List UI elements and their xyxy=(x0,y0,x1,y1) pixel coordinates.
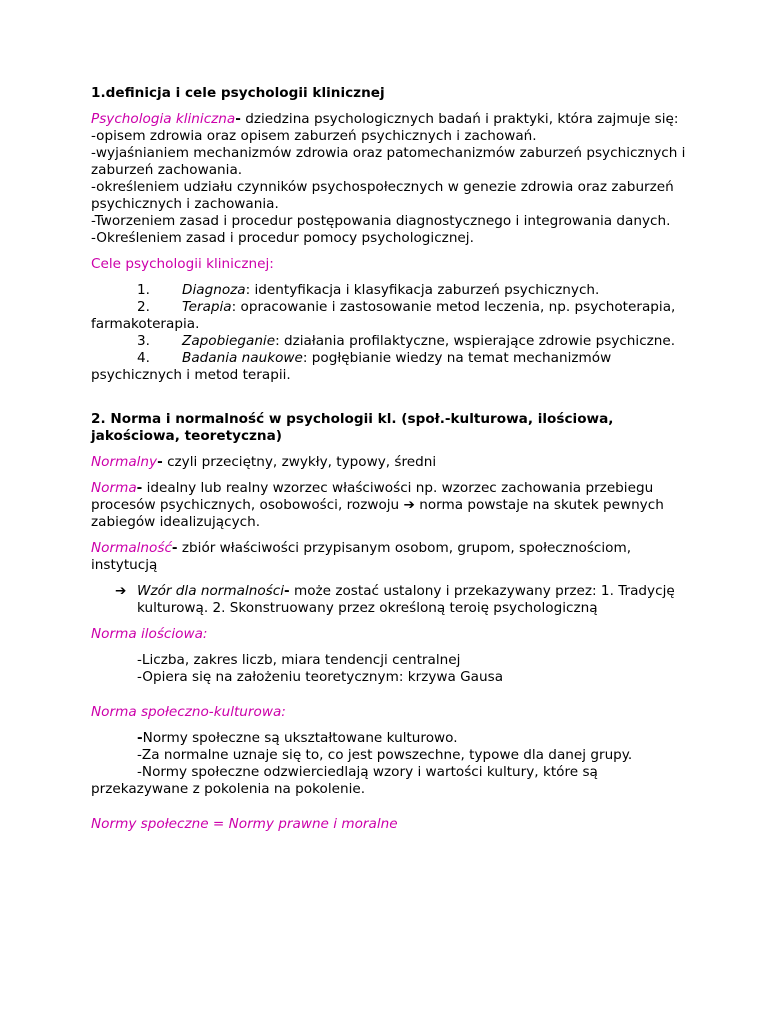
normalnosc-text: zbiór właściwości przypisanym osobom, grupom, społecznościom, instytucją xyxy=(91,540,632,573)
list-item xyxy=(91,764,686,798)
norma-text: idealny lub realny wzorzec właściwości np. wzorzec zachowania przebiegu procesów psychicznych, osobowości, rozwoju xyxy=(91,480,654,513)
term-norma: Norma xyxy=(91,480,137,496)
goal-text: : działania profilaktyczne, wspierające zdrowie psychiczne. xyxy=(275,333,676,349)
norma-paragraph xyxy=(91,480,686,531)
wzor-bullet xyxy=(115,583,686,617)
list-item xyxy=(91,747,686,764)
list-item-text: -Opiera się na założeniu teoretycznym: krzywa Gausa xyxy=(137,669,504,685)
norma-text-cont: norma powstaje na skutek pewnych zabiegów idealizujących. xyxy=(91,497,664,530)
goal-number: 1. xyxy=(137,282,150,298)
arrow-right-icon: ➔ xyxy=(403,497,415,513)
term-dash: - xyxy=(136,480,143,496)
goal-number: 3. xyxy=(137,333,150,349)
goal-text: : identyfikacja i klasyfikacja zaburzeń psychicznych. xyxy=(245,282,600,298)
list-item-text: -Liczba, zakres liczb, miara tendencji centralnej xyxy=(137,652,461,668)
goal-text: : opracowanie i zastosowanie metod leczenia, np. psychoterapia, farmakoterapia. xyxy=(91,299,676,332)
definition-line: -opisem zdrowia oraz opisem zaburzeń psychicznych i zachowań. xyxy=(91,128,537,144)
list-item-text: -Normy społeczne odzwierciedlają wzory i wartości kultury, które są przekazywane z pokolenia na pokolenie. xyxy=(91,764,598,797)
list-dash: - xyxy=(137,730,143,746)
term-wzor: Wzór dla normalności xyxy=(137,583,284,599)
goal-term: Diagnoza xyxy=(182,282,246,298)
term-dash: - xyxy=(157,454,163,470)
list-item xyxy=(91,730,686,747)
list-item-text: -Za normalne uznaje się to, co jest powszechne, typowe dla danej grupy. xyxy=(137,747,633,763)
definition-line: -Tworzeniem zasad i procedur postępowania diagnostycznego i integrowania danych. xyxy=(91,213,671,229)
definition-paragraph xyxy=(91,111,686,247)
term-dash: - xyxy=(284,583,290,599)
term-normalnosc: Normalność xyxy=(91,540,172,556)
list-item xyxy=(91,669,686,686)
arrow-bullet-icon: ➔ xyxy=(115,583,127,599)
goal-term: Zapobieganie xyxy=(182,333,276,349)
list-item xyxy=(91,652,686,669)
definition-text: dziedzina psychologicznych badań i praktyki, która zajmuje się: xyxy=(240,111,679,127)
normalnosc-paragraph xyxy=(91,540,686,574)
goal-number: 2. xyxy=(137,299,150,315)
goal-number: 4. xyxy=(137,350,150,366)
term-dash: - xyxy=(235,111,241,127)
norma-ilosciowa-title: Norma ilościowa: xyxy=(91,626,208,642)
document-page xyxy=(91,85,686,842)
norma-spoleczna-list xyxy=(91,730,686,798)
term-normalny: Normalny xyxy=(91,454,158,470)
list-item-text: Normy społeczne są ukształtowane kulturowo. xyxy=(142,730,458,746)
definition-line: -wyjaśnianiem mechanizmów zdrowia oraz patomechanizmów zaburzeń psychicznych i zaburzeń zachowania. xyxy=(91,145,686,178)
section-1-heading: 1.definicja i cele psychologii klinicznej xyxy=(91,85,385,101)
goals-title: Cele psychologii klinicznej: xyxy=(91,256,274,272)
norma-ilosciowa-list xyxy=(91,652,686,686)
wzor-text: może zostać ustalony i przekazywany przez: 1. Tradycję kulturową. 2. Skonstruowany przez określoną teroię psychologiczną xyxy=(137,583,675,616)
goal-text: : pogłębianie wiedzy na temat mechanizmów psychicznych i metod terapii. xyxy=(91,350,612,383)
goal-term: Terapia xyxy=(182,299,232,315)
norma-spoleczna-title: Norma społeczno-kulturowa: xyxy=(91,704,286,720)
definition-line: -określeniem udziału czynników psychospołecznych w genezie zdrowia oraz zaburzeń psychicznych i zachowania. xyxy=(91,179,674,212)
goal-item xyxy=(91,282,686,299)
section-2-heading: 2. Norma i normalność w psychologii kl. (społ.-kulturowa, ilościowa, jakościowa, teoretyczna) xyxy=(91,411,614,444)
normalny-text: czyli przeciętny, zwykły, typowy, średni xyxy=(162,454,437,470)
term-psychologia-kliniczna: Psychologia kliniczna xyxy=(91,111,236,127)
goal-item xyxy=(91,299,686,333)
term-dash: - xyxy=(171,540,178,556)
definition-line: -Określeniem zasad i procedur pomocy psychologicznej. xyxy=(91,230,474,246)
normalny-paragraph xyxy=(91,454,686,471)
goal-term: Badania naukowe xyxy=(182,350,303,366)
goal-item xyxy=(91,350,686,384)
goal-item xyxy=(91,333,686,350)
normy-spoleczne-line: Normy społeczne = Normy prawne i moralne xyxy=(91,816,398,832)
goals-list xyxy=(91,282,686,384)
